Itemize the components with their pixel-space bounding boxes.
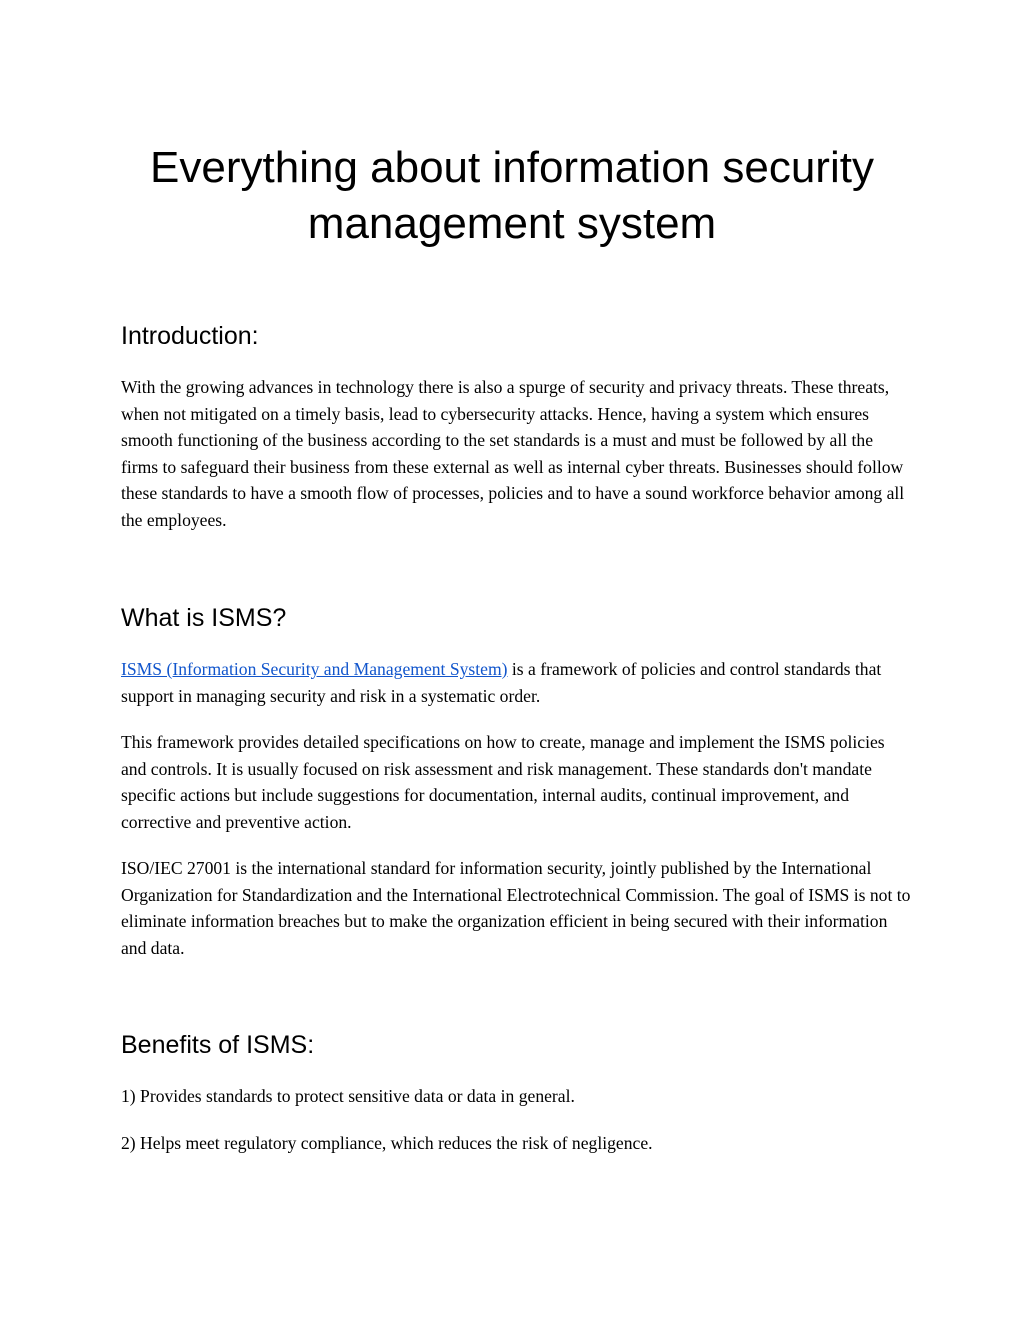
isms-definition-paragraph (121, 656, 911, 709)
introduction-paragraph: With the growing advances in technology there is also a spurge of security and privacy threats. These threats, when not mitigated on a timely basis, lead to cybersecurity attacks. Hence, having a system which ensures smooth functioning of the business according to the set standards is a must and must be followed by all the firms to safeguard their business from these external as well as internal cyber threats. Businesses should follow these standards to have a smooth flow of processes, policies and to have a sound workforce behavior among all the employees. (121, 377, 905, 530)
title-line-2: management system (307, 199, 717, 248)
title-line-1: Everything about information security (150, 143, 874, 192)
iso-standard-paragraph: ISO/IEC 27001 is the international standard for information security, jointly published by the International Organization for Standardization and the International Electrotechnical Commission. The goal of ISMS is not to eliminate information breaches but to make the organization efficient in being secured with their information and data. (121, 858, 911, 958)
what-is-isms-heading: What is ISMS? (121, 604, 287, 632)
benefit-item-1: 1) Provides standards to protect sensitive data or data in general. (121, 1086, 575, 1106)
benefit-item-2: 2) Helps meet regulatory compliance, which reduces the risk of negligence. (121, 1133, 653, 1153)
isms-link[interactable]: ISMS (Information Security and Management System) (121, 659, 508, 679)
framework-paragraph: This framework provides detailed specifications on how to create, manage and implement the ISMS policies and controls. It is usually focused on risk assessment and risk management. These standards don't mandate specific actions but include suggestions for documentation, internal audits, continual improvement, and corrective and preventive action. (121, 732, 885, 832)
isms-definition-text: is a framework of policies and control standards that support in managing security and risk in a systematic order. (121, 659, 882, 706)
introduction-heading: Introduction: (121, 322, 259, 350)
document-title (0, 140, 1024, 252)
benefits-heading: Benefits of ISMS: (121, 1031, 315, 1059)
